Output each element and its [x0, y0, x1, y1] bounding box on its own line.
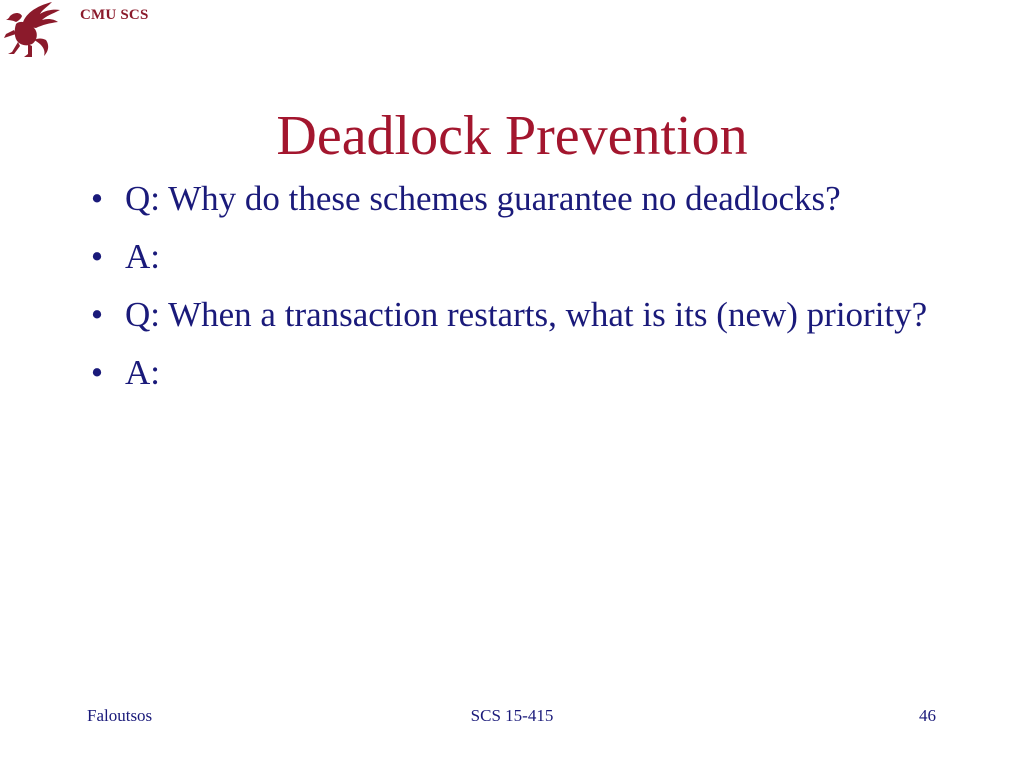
org-label: CMU SCS — [80, 7, 149, 23]
footer-course: SCS 15-415 — [470, 706, 554, 725]
bullet-item — [87, 234, 987, 279]
bullet-item — [87, 350, 987, 395]
bullet-item — [87, 176, 987, 221]
bullet-text: A: — [125, 353, 160, 392]
footer-author: Faloutsos — [87, 706, 153, 725]
bullet-item — [87, 292, 987, 337]
footer-page-number: 46 — [919, 706, 936, 725]
bullet-text: A: — [125, 237, 160, 276]
bullet-icon: • — [90, 295, 104, 334]
griffin-logo-icon — [2, 0, 64, 58]
bullet-list — [87, 176, 987, 408]
bullet-text: Q: When a transaction restarts, what is its (new) priority? — [125, 295, 928, 334]
slide-title: Deadlock Prevention — [276, 105, 748, 167]
bullet-icon: • — [90, 237, 104, 276]
bullet-text: Q: Why do these schemes guarantee no deadlocks? — [125, 179, 841, 218]
bullet-icon: • — [90, 353, 104, 392]
bullet-icon: • — [90, 179, 104, 218]
